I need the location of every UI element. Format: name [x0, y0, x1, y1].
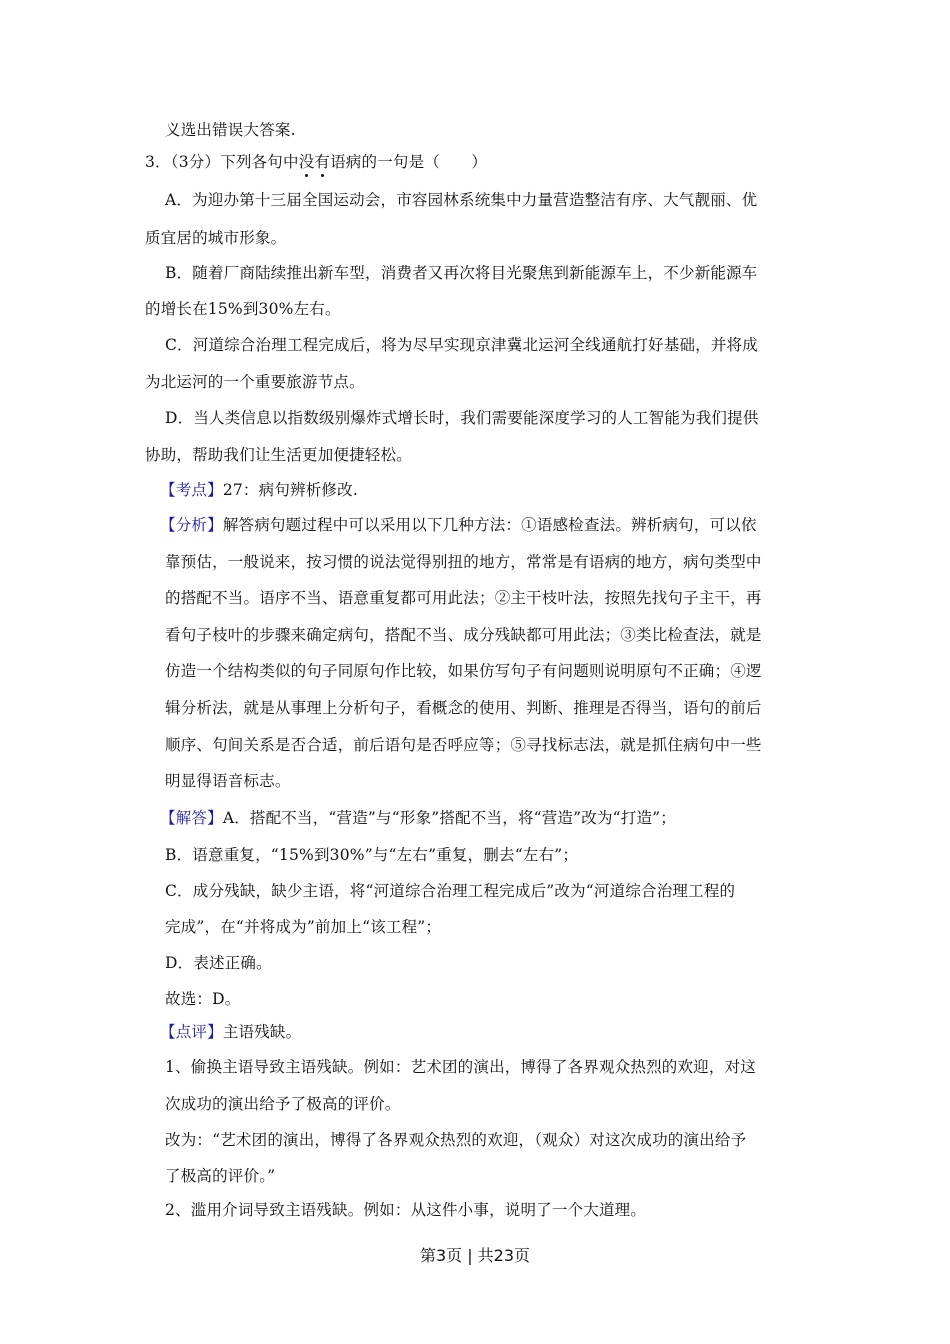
fenxi-line: 辑分析法，就是从事理上分析句子，看概念的使用、判断、推理是否得当，语句的前后: [165, 699, 762, 717]
fenxi-tag: 【分析】: [160, 516, 223, 534]
option-b-line-2: 的增长在15%到30%左右。: [145, 300, 341, 318]
fenxi-line: 解答病句题过程中可以采用以下几种方法：①语感检查法。辨析病句，可以依: [222, 516, 757, 534]
jieda-line: 故选：D。: [165, 990, 241, 1008]
fenxi-line: 的搭配不当。语序不当、语意重复都可用此法；②主干枝叶法，按照先找句子主干，再: [165, 589, 762, 607]
option-d-line-2: 协助，帮助我们让生活更加便捷轻松。: [145, 446, 412, 464]
fenxi-line: 仿造一个结构类似的句子同原句作比较，如果仿写句子有问题则说明原句不正确；④逻: [165, 662, 762, 680]
jieda-line: A．搭配不当，“营造”与“形象”搭配不当，将“营造”改为“打造”；: [222, 809, 677, 827]
fenxi-line: 看句子枝叶的步骤来确定病句，搭配不当、成分残缺都可用此法；③类比检查法，就是: [165, 626, 762, 644]
fenxi-line: 顺序、句间关系是否合适，前后语句是否呼应等；⑤寻找标志法，就是抓住病句中一些: [165, 736, 762, 754]
jieda-line: C．成分残缺，缺少主语，将“河道综合治理工程完成后”改为“河道综合治理工程的: [165, 882, 736, 900]
emphasis-char-1: 没: [298, 153, 315, 171]
fenxi-line: 明显得语音标志。: [165, 772, 291, 790]
question-number: 3．: [145, 153, 171, 171]
question-stem-after: 语病的一句是（ ）: [330, 153, 488, 171]
option-d-line-1: D．当人类信息以指数级别爆炸式增长时，我们需要能深度学习的人工智能为我们提供: [165, 409, 759, 427]
kaodian-section: [160, 480, 358, 500]
dianping-line: 次成功的演出给予了极高的评价。: [165, 1095, 401, 1113]
option-a-line-1: A．为迎办第十三届全国运动会，市容园林系统集中力量营造整洁有序、大气靓丽、优: [165, 191, 758, 209]
question-stem-before: 下列各句中: [220, 153, 299, 171]
jieda-line: D．表述正确。: [165, 954, 272, 972]
dianping-line: 改为：“艺术团的演出，博得了各界观众热烈的欢迎，（观众）对这次成功的演出给予: [165, 1131, 747, 1149]
emphasis-char-2: 有: [314, 153, 331, 171]
option-c-line-1: C．河道综合治理工程完成后，将为尽早实现京津冀北运河全线通航打好基础，并将成: [165, 336, 758, 354]
dianping-section: [160, 1022, 301, 1042]
option-b-line-1: B．随着厂商陆续推出新车型，消费者又再次将目光聚焦到新能源车上，不少新能源车: [165, 264, 758, 282]
continuation-text: 义选出错误大答案.: [165, 121, 296, 139]
kaodian-tag: 【考点】: [160, 481, 223, 499]
option-a-line-2: 质宜居的城市形象。: [145, 229, 287, 247]
dianping-tag: 【点评】: [160, 1023, 223, 1041]
jieda-line: 完成”，在“并将成为”前加上“该工程”；: [165, 918, 442, 936]
dianping-line: 1、偷换主语导致主语残缺。例如：艺术团的演出，博得了各界观众热烈的欢迎，对这: [165, 1058, 756, 1076]
dianping-text: 主语残缺。: [222, 1023, 302, 1041]
kaodian-text: 27：病句辨析修改.: [222, 481, 358, 499]
question-score: （3分）: [170, 153, 221, 171]
fenxi-line: 靠预估，一般说来，按习惯的说法觉得别扭的地方，常常是有语病的地方，病句类型中: [165, 553, 762, 571]
dianping-line: 2、滥用介词导致主语残缺。例如：从这件小事，说明了一个大道理。: [165, 1201, 647, 1219]
jieda-line: B．语意重复，“15%到30%”与“左右”重复，删去“左右”；: [165, 846, 579, 864]
jieda-section: [160, 808, 676, 828]
page-footer: 第3页 | 共23页: [419, 1246, 531, 1265]
question-stem: [145, 152, 487, 172]
dianping-line: 了极高的评价。”: [165, 1167, 276, 1185]
option-c-line-2: 为北运河的一个重要旅游节点。: [145, 373, 365, 391]
jieda-tag: 【解答】: [160, 809, 223, 827]
fenxi-section: [160, 515, 757, 535]
